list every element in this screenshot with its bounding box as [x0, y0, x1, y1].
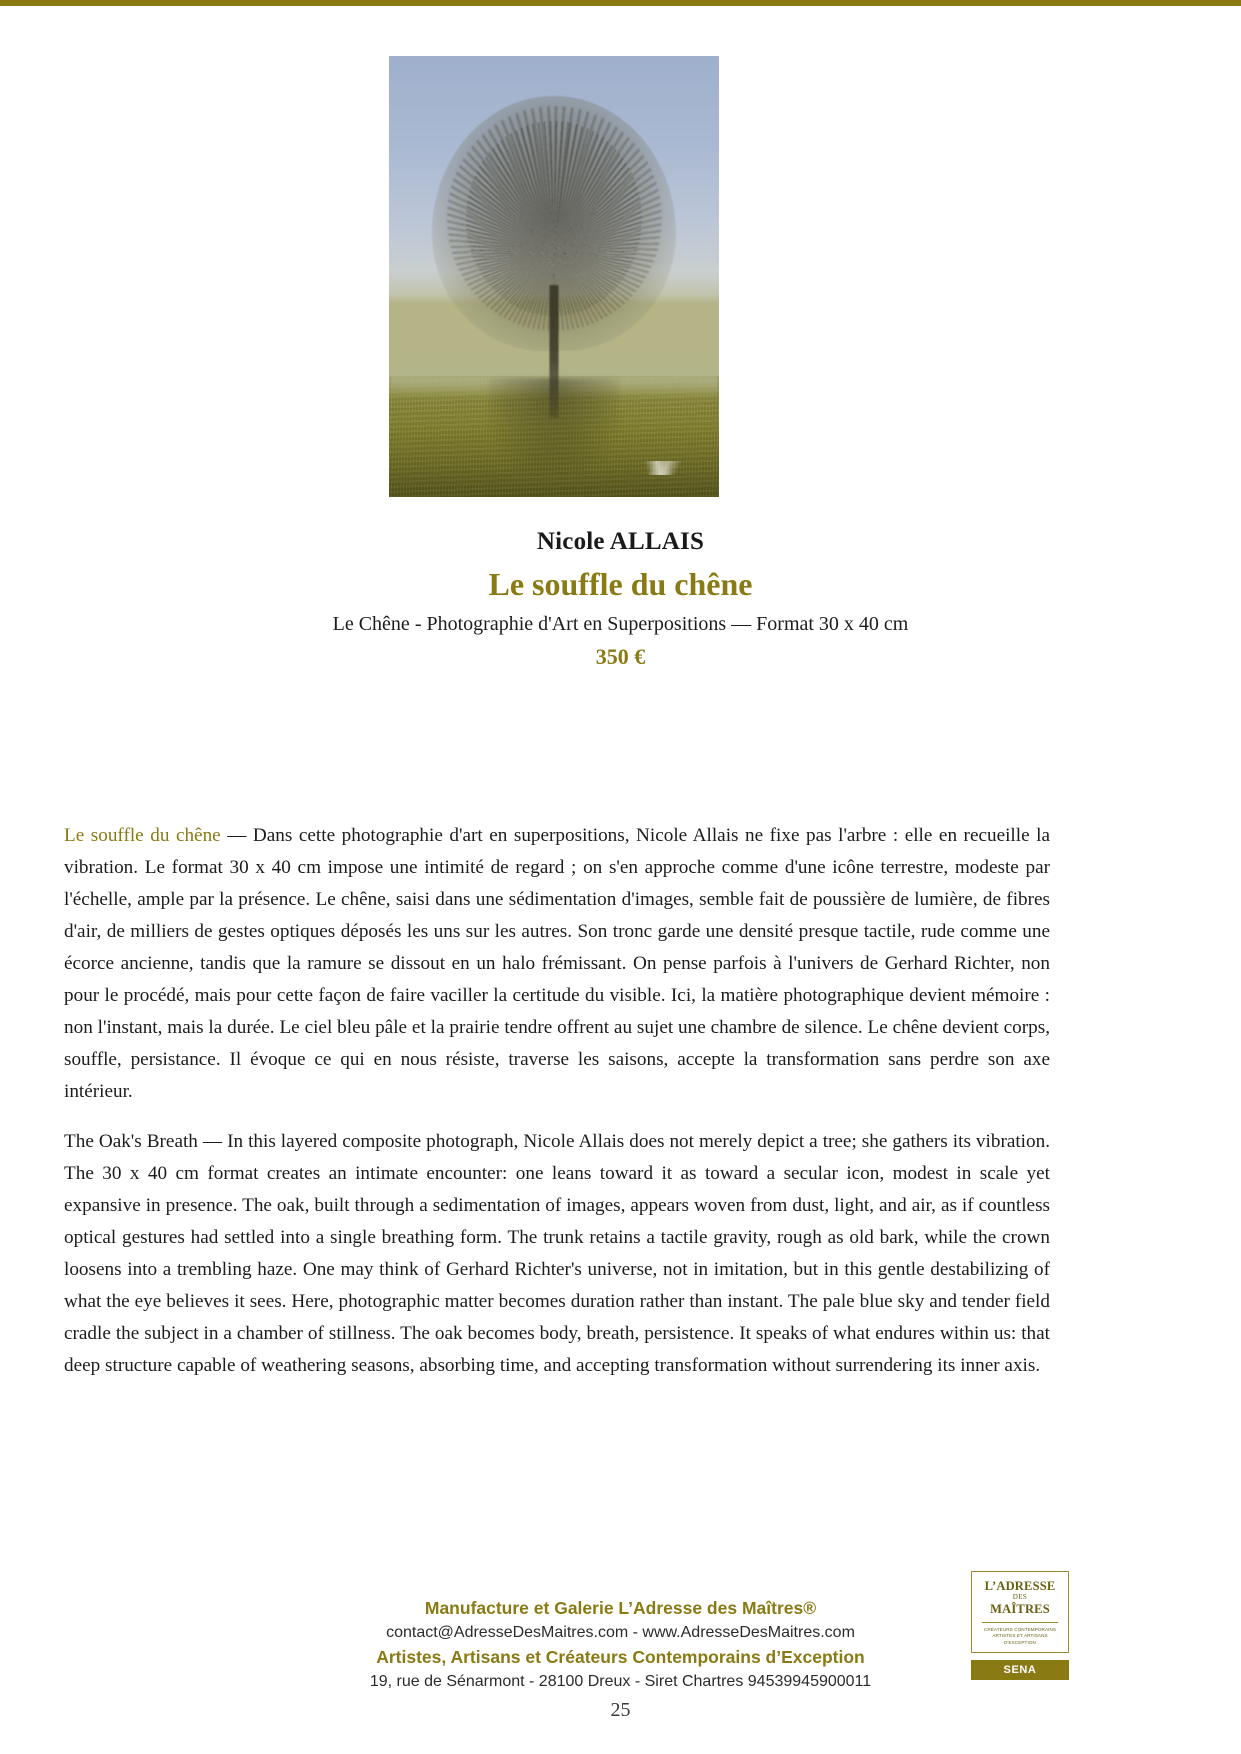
paragraph-french — [64, 820, 1050, 1108]
logo-subline-3: D'EXCEPTION — [1004, 1639, 1036, 1645]
footer-tagline: Artistes, Artisans et Créateurs Contemporains d’Exception — [376, 1647, 865, 1667]
brand-logo-card — [971, 1571, 1069, 1653]
logo-line-des: DES — [1012, 1593, 1028, 1601]
artwork-price: 350 € — [595, 644, 646, 669]
paragraph-english: The Oak's Breath — In this layered composite photograph, Nicole Allais does not merely depict a tree; she gathers its vibration. The 30 x 40 cm format creates an intimate encounter: one leans toward it as toward a secular icon, modest in scale yet expansive in presence. The oak, built through a sedimentation of images, appears woven from dust, light, and air, as if countless optical gestures had settled into a single breathing form. The trunk retains a tactile gravity, rough as old bark, while the crown loosens into a trembling haze. One may think of Gerhard Richter's universe, not in imitation, but in this gentle destabilizing of what the eye believes it sees. Here, photographic matter becomes duration rather than instant. The pale blue sky and tender field cradle the subject in a chamber of stillness. The oak becomes body, breath, persistence. It speaks of what endures within us: that deep structure capable of weathering seasons, absorbing time, and accepting transformation without surrendering its inner axis. — [64, 1131, 1050, 1376]
artwork-format: Le Chêne - Photographie d'Art en Superpositions — Format 30 x 40 cm — [332, 613, 909, 635]
page-top-rule — [0, 0, 1241, 6]
oak-trunk — [550, 285, 559, 417]
logo-divider — [982, 1622, 1058, 1623]
logo-line-adresse: L’ADRESSE — [984, 1579, 1056, 1593]
artwork-image — [389, 56, 719, 497]
artwork-figure — [389, 56, 719, 497]
artist-name: Nicole ALLAIS — [536, 528, 705, 555]
artwork-title: Le souffle du chêne — [488, 566, 753, 602]
logo-subline-2: ARTISTES ET ARTISANS — [992, 1633, 1048, 1639]
footer-contact[interactable]: contact@AdresseDesMaitres.com - www.AdresseDesMaitres.com — [386, 1624, 855, 1641]
paragraph-french-text: — Dans cette photographie d'art en superpositions, Nicole Allais ne fixe pas l'arbre : elle en recueille la vibration. Le format 30 x 40 cm impose une intimité de regard ; on s'en approche comme d'une icône terrestre, modeste par l'échelle, ample par la présence. Le chêne, saisi dans une sédimentation d'images, semble fait de poussière de lumière, de fibres d'air, de milliers de gestes optiques déposés les uns sur les autres. Son tronc garde une densité presque tactile, rude comme une écorce ancienne, tandis que la ramure se dissout en un halo frémissant. On pense parfois à l'univers de Gerhard Richter, non pour le procédé, mais pour cette façon de faire vaciller la certitude du visible. Ici, la matière photographique devient mémoire : non l'instant, mais la durée. Le ciel bleu pâle et la prairie tendre offrent au sujet une chambre de silence. Le chêne devient corps, souffle, persistance. Il évoque ce qui en nous résiste, traverse les saisons, accepte la transformation sans perdre son axe intérieur. — [64, 825, 1050, 1102]
footer-company: Manufacture et Galerie L’Adresse des Maîtres® — [424, 1598, 817, 1618]
brand-logo-block — [971, 1571, 1069, 1680]
logo-subline-1: CRÉATEURS CONTEMPORAINS — [983, 1627, 1057, 1632]
page-number: 25 — [610, 1699, 631, 1721]
artist-signature-mark — [643, 461, 689, 475]
artwork-caption — [0, 528, 1241, 670]
paragraph-french-lead: Le souffle du chêne — [64, 825, 221, 846]
description-body — [64, 820, 1050, 1382]
sena-badge: SENA — [971, 1660, 1069, 1680]
logo-line-maitres: MAÎTRES — [990, 1602, 1050, 1616]
footer-address: 19, rue de Sénarmont - 28100 Dreux - Siret Chartres 94539945900011 — [369, 1673, 872, 1690]
